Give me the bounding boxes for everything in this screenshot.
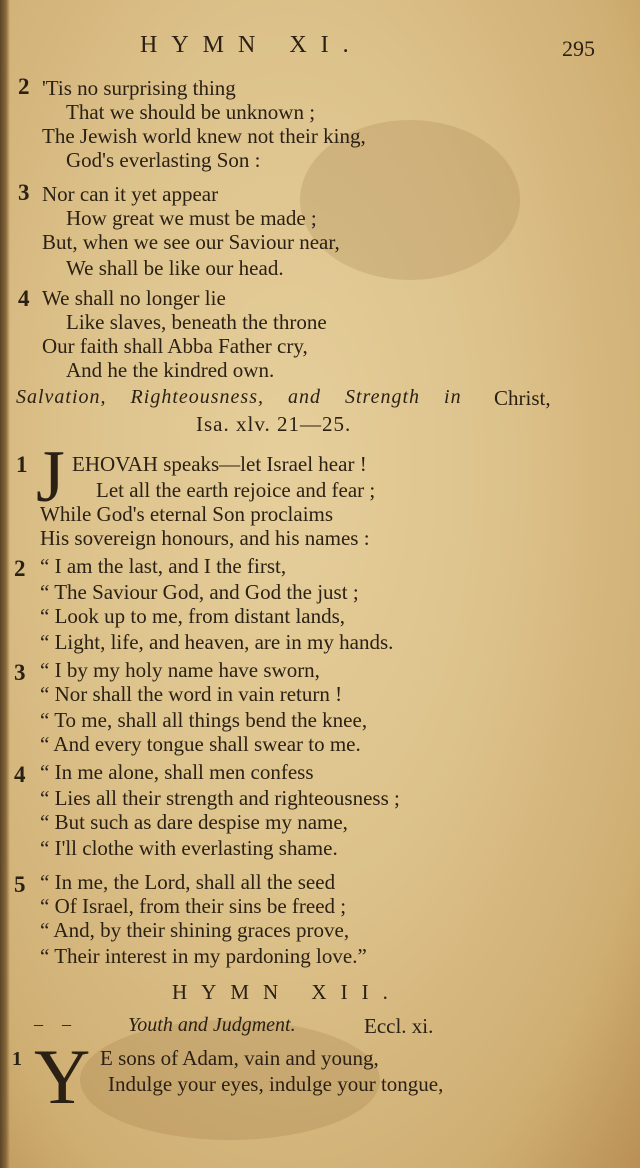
dash-ornament: – bbox=[62, 1014, 71, 1034]
drop-cap: J bbox=[36, 436, 65, 518]
verse-line: “ I am the last, and I the first, bbox=[40, 554, 287, 578]
stanza-number: 1 bbox=[16, 452, 28, 477]
verse-line: “ In me alone, shall men confess bbox=[40, 760, 314, 784]
verse-line: “ Light, life, and heaven, are in my hands. bbox=[40, 630, 394, 654]
scripture-reference: Eccl. xi. bbox=[364, 1014, 434, 1038]
page-header bbox=[0, 30, 640, 64]
verse-line: “ And every tongue shall swear to me. bbox=[40, 732, 361, 756]
hymn-subtitle: Youth and Judgment. bbox=[128, 1014, 296, 1036]
stanza-number: 2 bbox=[18, 74, 30, 99]
verse-line: EHOVAH speaks—let Israel hear ! bbox=[72, 452, 367, 476]
verse-line: “ Lies all their strength and righteousness ; bbox=[40, 786, 400, 810]
verse-line: While God's eternal Son proclaims bbox=[40, 502, 334, 526]
drop-cap: Y bbox=[34, 1033, 91, 1120]
verse-line: “ Their interest in my pardoning love.” bbox=[40, 944, 367, 968]
verse-line: Indulge your eyes, indulge your tongue, bbox=[108, 1072, 444, 1096]
verse-line: “ But such as dare despise my name, bbox=[40, 810, 348, 834]
dash-ornament: – bbox=[34, 1014, 43, 1034]
verse-line: The Jewish world knew not their king, bbox=[42, 124, 366, 148]
verse-line: We shall be like our head. bbox=[66, 256, 284, 280]
verse-line: That we should be unknown ; bbox=[66, 100, 316, 124]
verse-line: God's everlasting Son : bbox=[66, 148, 261, 172]
hymn-title-christ: Christ, bbox=[494, 386, 551, 410]
stanza-number: 1 bbox=[12, 1048, 22, 1070]
hymn-title: Salvation, Righteousness, and Strength in bbox=[16, 386, 462, 408]
verse-line: “ And, by their shining graces prove, bbox=[40, 918, 350, 942]
verse-line: E sons of Adam, vain and young, bbox=[100, 1046, 379, 1070]
verse-line: But, when we see our Saviour near, bbox=[42, 230, 340, 254]
stanza-number: 3 bbox=[18, 180, 30, 205]
stanza-number: 4 bbox=[14, 762, 26, 787]
page-number: 295 bbox=[562, 36, 595, 61]
verse-line: We shall no longer lie bbox=[42, 286, 226, 310]
verse-line: Our faith shall Abba Father cry, bbox=[42, 334, 308, 358]
verse-line: “ I'll clothe with everlasting shame. bbox=[40, 836, 338, 860]
verse-line: How great we must be made ; bbox=[66, 206, 317, 230]
verse-line: Let all the earth rejoice and fear ; bbox=[96, 478, 376, 502]
verse-line: “ Of Israel, from their sins be freed ; bbox=[40, 894, 347, 918]
stanza-number: 4 bbox=[18, 286, 30, 311]
verse-line: “ In me, the Lord, shall all the seed bbox=[40, 870, 336, 894]
verse-line: “ The Saviour God, and God the just ; bbox=[40, 580, 359, 604]
verse-line: “ Look up to me, from distant lands, bbox=[40, 604, 346, 628]
verse-line: Like slaves, beneath the throne bbox=[66, 310, 327, 334]
scripture-reference: Isa. xlv. 21—25. bbox=[196, 412, 352, 436]
running-head: HYMN XI. bbox=[140, 32, 363, 58]
verse-line: “ I by my holy name have sworn, bbox=[40, 658, 320, 682]
page-gutter-shadow bbox=[0, 0, 10, 1168]
verse-line: “ To me, shall all things bend the knee, bbox=[40, 708, 368, 732]
verse-line: His sovereign honours, and his names : bbox=[40, 526, 370, 550]
stanza-number: 2 bbox=[14, 556, 26, 581]
verse-line: Nor can it yet appear bbox=[42, 182, 219, 206]
stanza-number: 5 bbox=[14, 872, 26, 897]
verse-line: And he the kindred own. bbox=[66, 358, 275, 382]
verse-line: “ Nor shall the word in vain return ! bbox=[40, 682, 343, 706]
hymn-heading: HYMN XII. bbox=[172, 980, 402, 1004]
stanza-number: 3 bbox=[14, 660, 26, 685]
verse-line: 'Tis no surprising thing bbox=[42, 76, 236, 100]
